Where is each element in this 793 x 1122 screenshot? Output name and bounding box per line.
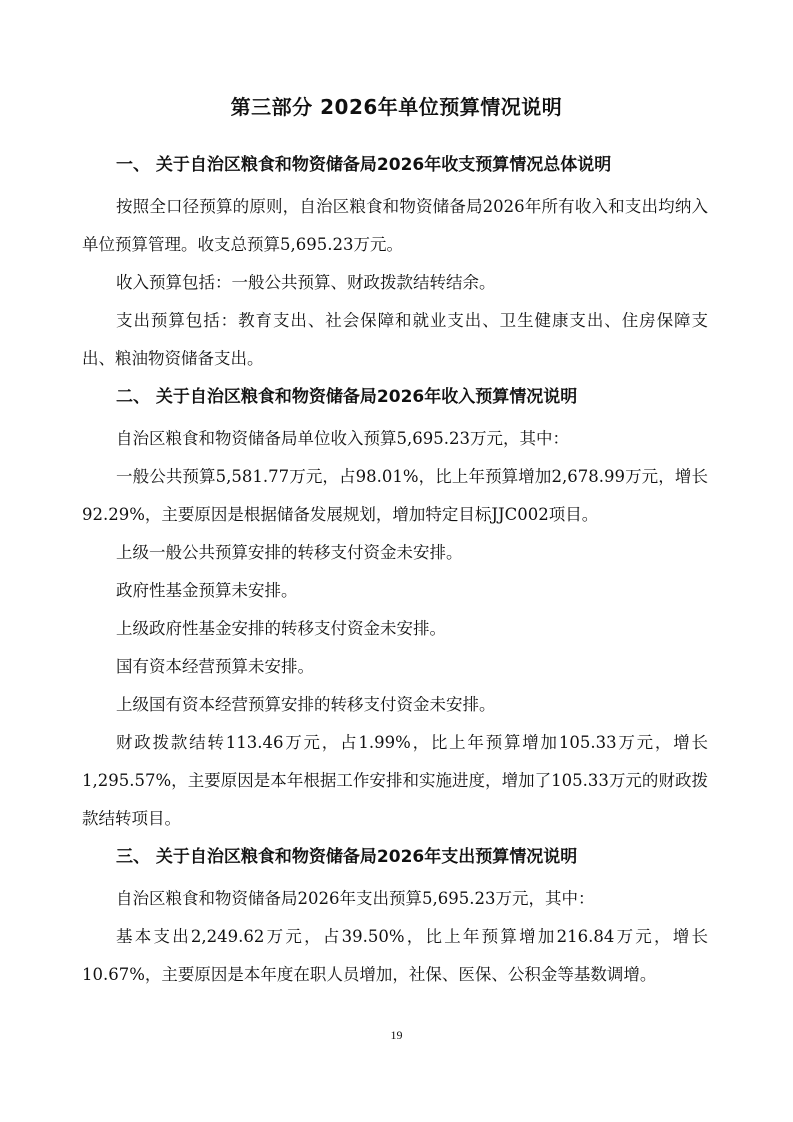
paragraph: 政府性基金预算未安排。 (116, 581, 298, 600)
paragraph: 按照全口径预算的原则，自治区粮食和物资储备局2026年所有收入和支出均纳入单位预算管理。收支总预算5,695.23万元。 (82, 197, 708, 254)
section-heading: 一、 关于自治区粮食和物资储备局2026年收支预算情况总体说明 (116, 155, 612, 175)
paragraph: 上级国有资本经营预算安排的转移支付资金未安排。 (116, 695, 496, 714)
paragraph: 国有资本经营预算未安排。 (116, 657, 314, 676)
paragraph: 财政拨款结转113.46万元，占1.99%，比上年预算增加105.33万元，增长1,295.57%，主要原因是本年根据工作安排和实施进度，增加了105.33万元的财政拨款结转项目。 (82, 733, 708, 828)
document-body (82, 150, 708, 994)
section-expenditure (82, 842, 708, 994)
paragraph: 上级一般公共预算安排的转移支付资金未安排。 (116, 543, 463, 562)
page-number: 19 (390, 1028, 403, 1042)
paragraph: 一般公共预算5,581.77万元，占98.01%，比上年预算增加2,678.99万元，增长92.29%，主要原因是根据储备发展规划，增加特定目标JJC002项目。 (82, 467, 708, 524)
section-income (82, 382, 708, 838)
section-heading: 三、 关于自治区粮食和物资储备局2026年支出预算情况说明 (116, 847, 578, 867)
section-heading: 二、 关于自治区粮食和物资储备局2026年收入预算情况说明 (116, 387, 578, 407)
paragraph: 自治区粮食和物资储备局2026年支出预算5,695.23万元，其中： (116, 889, 595, 908)
page-title: 第三部分 2026年单位预算情况说明 (230, 95, 563, 119)
section-overall (82, 150, 708, 378)
paragraph: 支出预算包括：教育支出、社会保障和就业支出、卫生健康支出、住房保障支出、粮油物资储备支出。 (82, 311, 708, 368)
paragraph: 上级政府性基金安排的转移支付资金未安排。 (116, 619, 446, 638)
paragraph: 基本支出2,249.62万元，占39.50%，比上年预算增加216.84万元，增长10.67%，主要原因是本年度在职人员增加，社保、医保、公积金等基数调增。 (82, 927, 708, 984)
paragraph: 自治区粮食和物资储备局单位收入预算5,695.23万元，其中： (116, 429, 569, 448)
paragraph: 收入预算包括：一般公共预算、财政拨款结转结余。 (116, 273, 496, 292)
